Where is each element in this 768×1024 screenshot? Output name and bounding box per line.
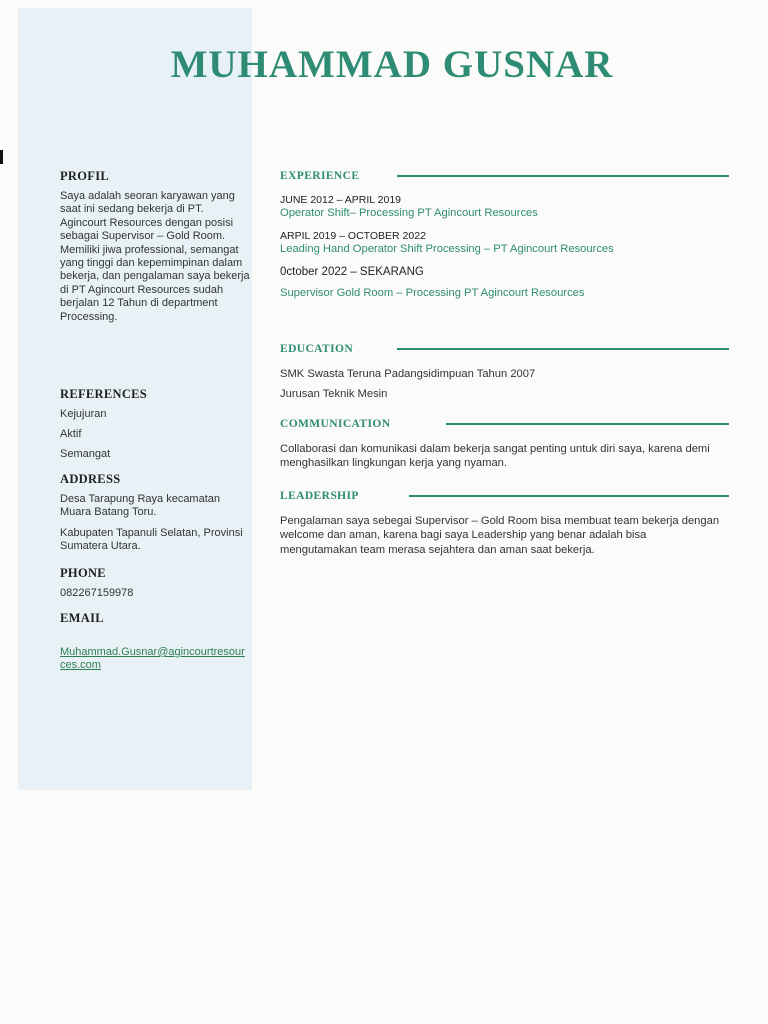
profil-text: Saya adalah seoran karyawan yang saat ini sedang bekerja di PT. Agincourt Resources dengan posisi sebagai Supervisor – Gold Room. Memiliki jiwa professional, semangat yang tinggi dan kepemimpinan dalam bekerja, dan pengalaman saya bekerja di PT Agincourt Resources sudah berjalan 12 Tahun di department Processing.	[60, 190, 250, 323]
experience-role: Operator Shift– Processing PT Agincourt Resources	[280, 207, 538, 219]
phone-heading: PHONE	[60, 566, 106, 580]
education-heading: EDUCATION	[280, 343, 354, 355]
experience-heading: EXPERIENCE	[280, 170, 360, 182]
experience-date: JUNE 2012 – APRIL 2019	[280, 194, 402, 206]
references-heading: REFERENCES	[60, 387, 148, 401]
section-divider	[409, 495, 729, 497]
experience-date: 0ctober 2022 – SEKARANG	[280, 266, 424, 278]
leadership-text: Pengalaman saya sebegai Supervisor – Gold Room bisa membuat team bekerja dengan welcome dan aman, karena bagi saya Leadership yang benar adalah bisa mengutamakan team merasa sejahtera dan aman saat bekerja.	[280, 515, 720, 556]
address-heading: ADDRESS	[60, 472, 121, 486]
experience-date: ARPIL 2019 – OCTOBER 2022	[280, 230, 426, 242]
resume-name: MUHAMMAD GUSNAR	[170, 43, 614, 86]
email-heading: EMAIL	[60, 611, 104, 625]
experience-role: Supervisor Gold Room – Processing PT Agincourt Resources	[280, 287, 585, 299]
reference-item: Semangat	[60, 448, 111, 460]
experience-role: Leading Hand Operator Shift Processing – PT Agincourt Resources	[280, 243, 614, 255]
section-divider	[397, 175, 729, 177]
section-divider	[446, 423, 729, 425]
leadership-heading: LEADERSHIP	[280, 490, 359, 502]
section-divider	[397, 348, 729, 350]
scan-edge-mark	[0, 150, 3, 164]
email-link[interactable]: Muhammad.Gusnar@agincourtresources.com	[60, 646, 245, 672]
profil-heading: PROFIL	[60, 169, 110, 183]
communication-heading: COMMUNICATION	[280, 418, 391, 430]
phone-value: 082267159978	[60, 587, 134, 599]
education-major: Jurusan Teknik Mesin	[280, 388, 388, 400]
reference-item: Aktif	[60, 428, 82, 440]
address-line: Desa Tarapung Raya kecamatan Muara Batang Toru.	[60, 493, 221, 519]
communication-text: Collaborasi dan komunikasi dalam bekerja sangat penting untuk diri saya, karena demi menghasilkan lingkungan kerja yang nyaman.	[280, 443, 710, 470]
address-line: Kabupaten Tapanuli Selatan, Provinsi Sumatera Utara.	[60, 527, 243, 553]
reference-item: Kejujuran	[60, 408, 107, 420]
education-school: SMK Swasta Teruna Padangsidimpuan Tahun 2007	[280, 368, 536, 380]
